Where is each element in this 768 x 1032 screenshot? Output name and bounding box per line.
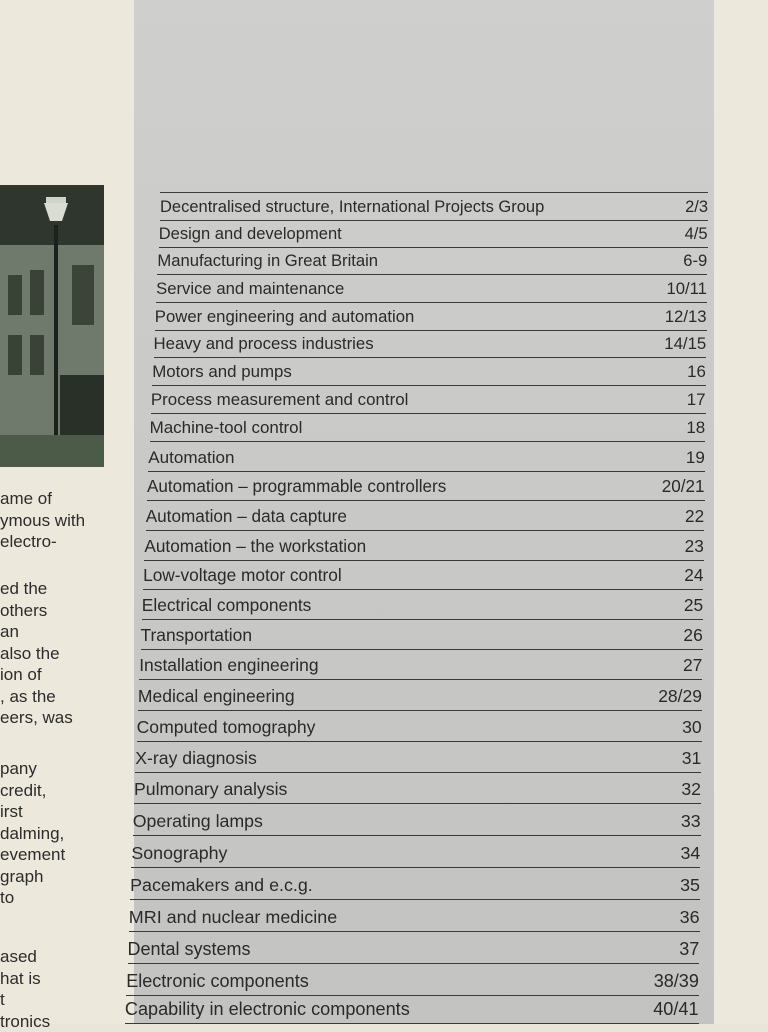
left-text-line: ame of [0,488,135,510]
toc-entry-page: 18 [686,418,705,438]
toc-row [156,275,707,303]
left-text-line: to [0,887,135,909]
toc-entry-page: 32 [681,779,701,800]
toc-entry-page: 37 [679,939,699,960]
left-text-line: ed the [0,578,135,600]
toc-entry-page: 36 [680,907,700,928]
toc-row [141,620,703,650]
toc-entry-page: 26 [683,625,702,646]
toc-entry-page: 40/41 [653,999,698,1020]
left-text-line: credit, [0,780,135,802]
toc-entry-title: Service and maintenance [156,279,344,299]
toc-entry-title: Heavy and process industries [154,334,374,354]
toc-entry-page: 17 [687,390,706,410]
left-text-line: irst [0,801,135,823]
toc-row [144,531,703,561]
toc-row [142,590,703,620]
toc-entry-page: 20/21 [662,477,705,497]
toc-entry-page: 22 [685,506,704,527]
left-text-line: tronics [0,1011,135,1032]
left-text-line: evement [0,844,135,866]
toc-entry-title: Automation [148,448,234,468]
left-text-line: also the [0,643,135,665]
toc-entry-page: 19 [686,448,705,468]
toc-entry-title: Pacemakers and e.c.g. [130,875,313,896]
left-text-line: ymous with [0,510,135,532]
toc-entry-title: Dental systems [128,939,251,960]
toc-row [128,932,700,964]
left-text-line: graph [0,866,135,888]
toc-entry-page: 4/5 [685,224,708,244]
toc-row [133,804,701,836]
toc-entry-page: 24 [684,565,703,586]
toc-entry-title: Pulmonary analysis [134,779,287,800]
toc-row [135,742,701,773]
toc-entry-title: Electronic components [126,971,309,992]
toc-entry-title: Computed tomography [137,717,316,738]
left-text-line: ased [0,946,135,968]
left-text-line: pany [0,758,135,780]
left-text-line: t [0,989,135,1011]
toc-entry-page: 38/39 [654,971,699,992]
toc-row [157,248,707,275]
toc-entry-page: 35 [680,875,700,896]
toc-entry-title: Medical engineering [138,686,295,707]
toc-entry-title: Power engineering and automation [155,307,415,327]
toc-row [137,711,702,742]
toc-entry-page: 25 [684,595,703,616]
toc-entry-page: 2/3 [685,198,708,217]
left-text-line: eers, was [0,707,135,729]
toc-row [159,221,708,248]
toc-entry-page: 28/29 [658,686,702,707]
toc-row [143,561,703,590]
toc-row [125,996,699,1024]
toc-entry-title: Automation – programmable controllers [147,477,446,497]
toc-entry-page: 16 [687,362,706,382]
toc-row [129,900,700,932]
toc-row [139,650,702,680]
toc-entry-title: Transportation [141,625,253,646]
toc-entry-page: 6-9 [683,251,707,271]
toc-entry-page: 34 [680,843,700,864]
toc-entry-page: 27 [683,655,702,676]
toc-row [134,773,701,804]
toc-entry-title: Design and development [159,224,342,244]
left-text-line: hat is [0,968,135,990]
toc-entry-title: Process measurement and control [151,390,408,410]
toc-row [130,868,700,900]
toc-row [151,386,706,414]
toc-row [148,442,705,472]
left-text-line: ion of [0,664,135,686]
toc-entry-title: Installation engineering [139,655,318,676]
toc-entry-title: Machine-tool control [150,418,303,438]
toc-entry-title: Sonography [131,843,227,864]
left-text-line: an [0,621,135,643]
toc-row [154,331,707,358]
toc-entry-title: Motors and pumps [152,362,292,382]
toc-entry-title: Low-voltage motor control [143,565,342,586]
left-text-line: , as the [0,686,135,708]
toc-row [138,680,702,711]
toc-row [150,414,706,442]
toc-entry-page: 12/13 [665,307,707,327]
toc-entry-page: 30 [682,717,702,738]
toc-entry-title: Operating lamps [133,811,263,832]
toc-entry-title: Manufacturing in Great Britain [157,251,378,271]
toc-entry-title: X-ray diagnosis [135,748,256,769]
toc-entry-title: Electrical components [142,595,312,616]
toc-row [152,358,706,386]
toc-row [126,964,699,996]
toc-entry-page: 31 [682,748,702,769]
toc-row [160,193,708,221]
toc-entry-title: Capability in electronic components [125,999,410,1020]
toc-row [131,836,700,868]
toc-entry-page: 10/11 [666,279,706,299]
left-text-line: dalming, [0,823,135,845]
toc-entry-page: 23 [685,536,704,557]
toc-row [147,472,705,501]
toc-row [155,303,707,331]
toc-entry-page: 14/15 [664,334,706,354]
toc-entry-page: 33 [681,811,701,832]
left-text-line: electro- [0,531,135,553]
left-text-line: others [0,600,135,622]
toc-entry-title: Automation – the workstation [144,536,366,557]
toc-entry-title: MRI and nuclear medicine [129,907,337,928]
toc-row [146,501,704,531]
toc-entry-title: Decentralised structure, International Projects Group [160,198,544,217]
toc-entry-title: Automation – data capture [146,506,347,527]
